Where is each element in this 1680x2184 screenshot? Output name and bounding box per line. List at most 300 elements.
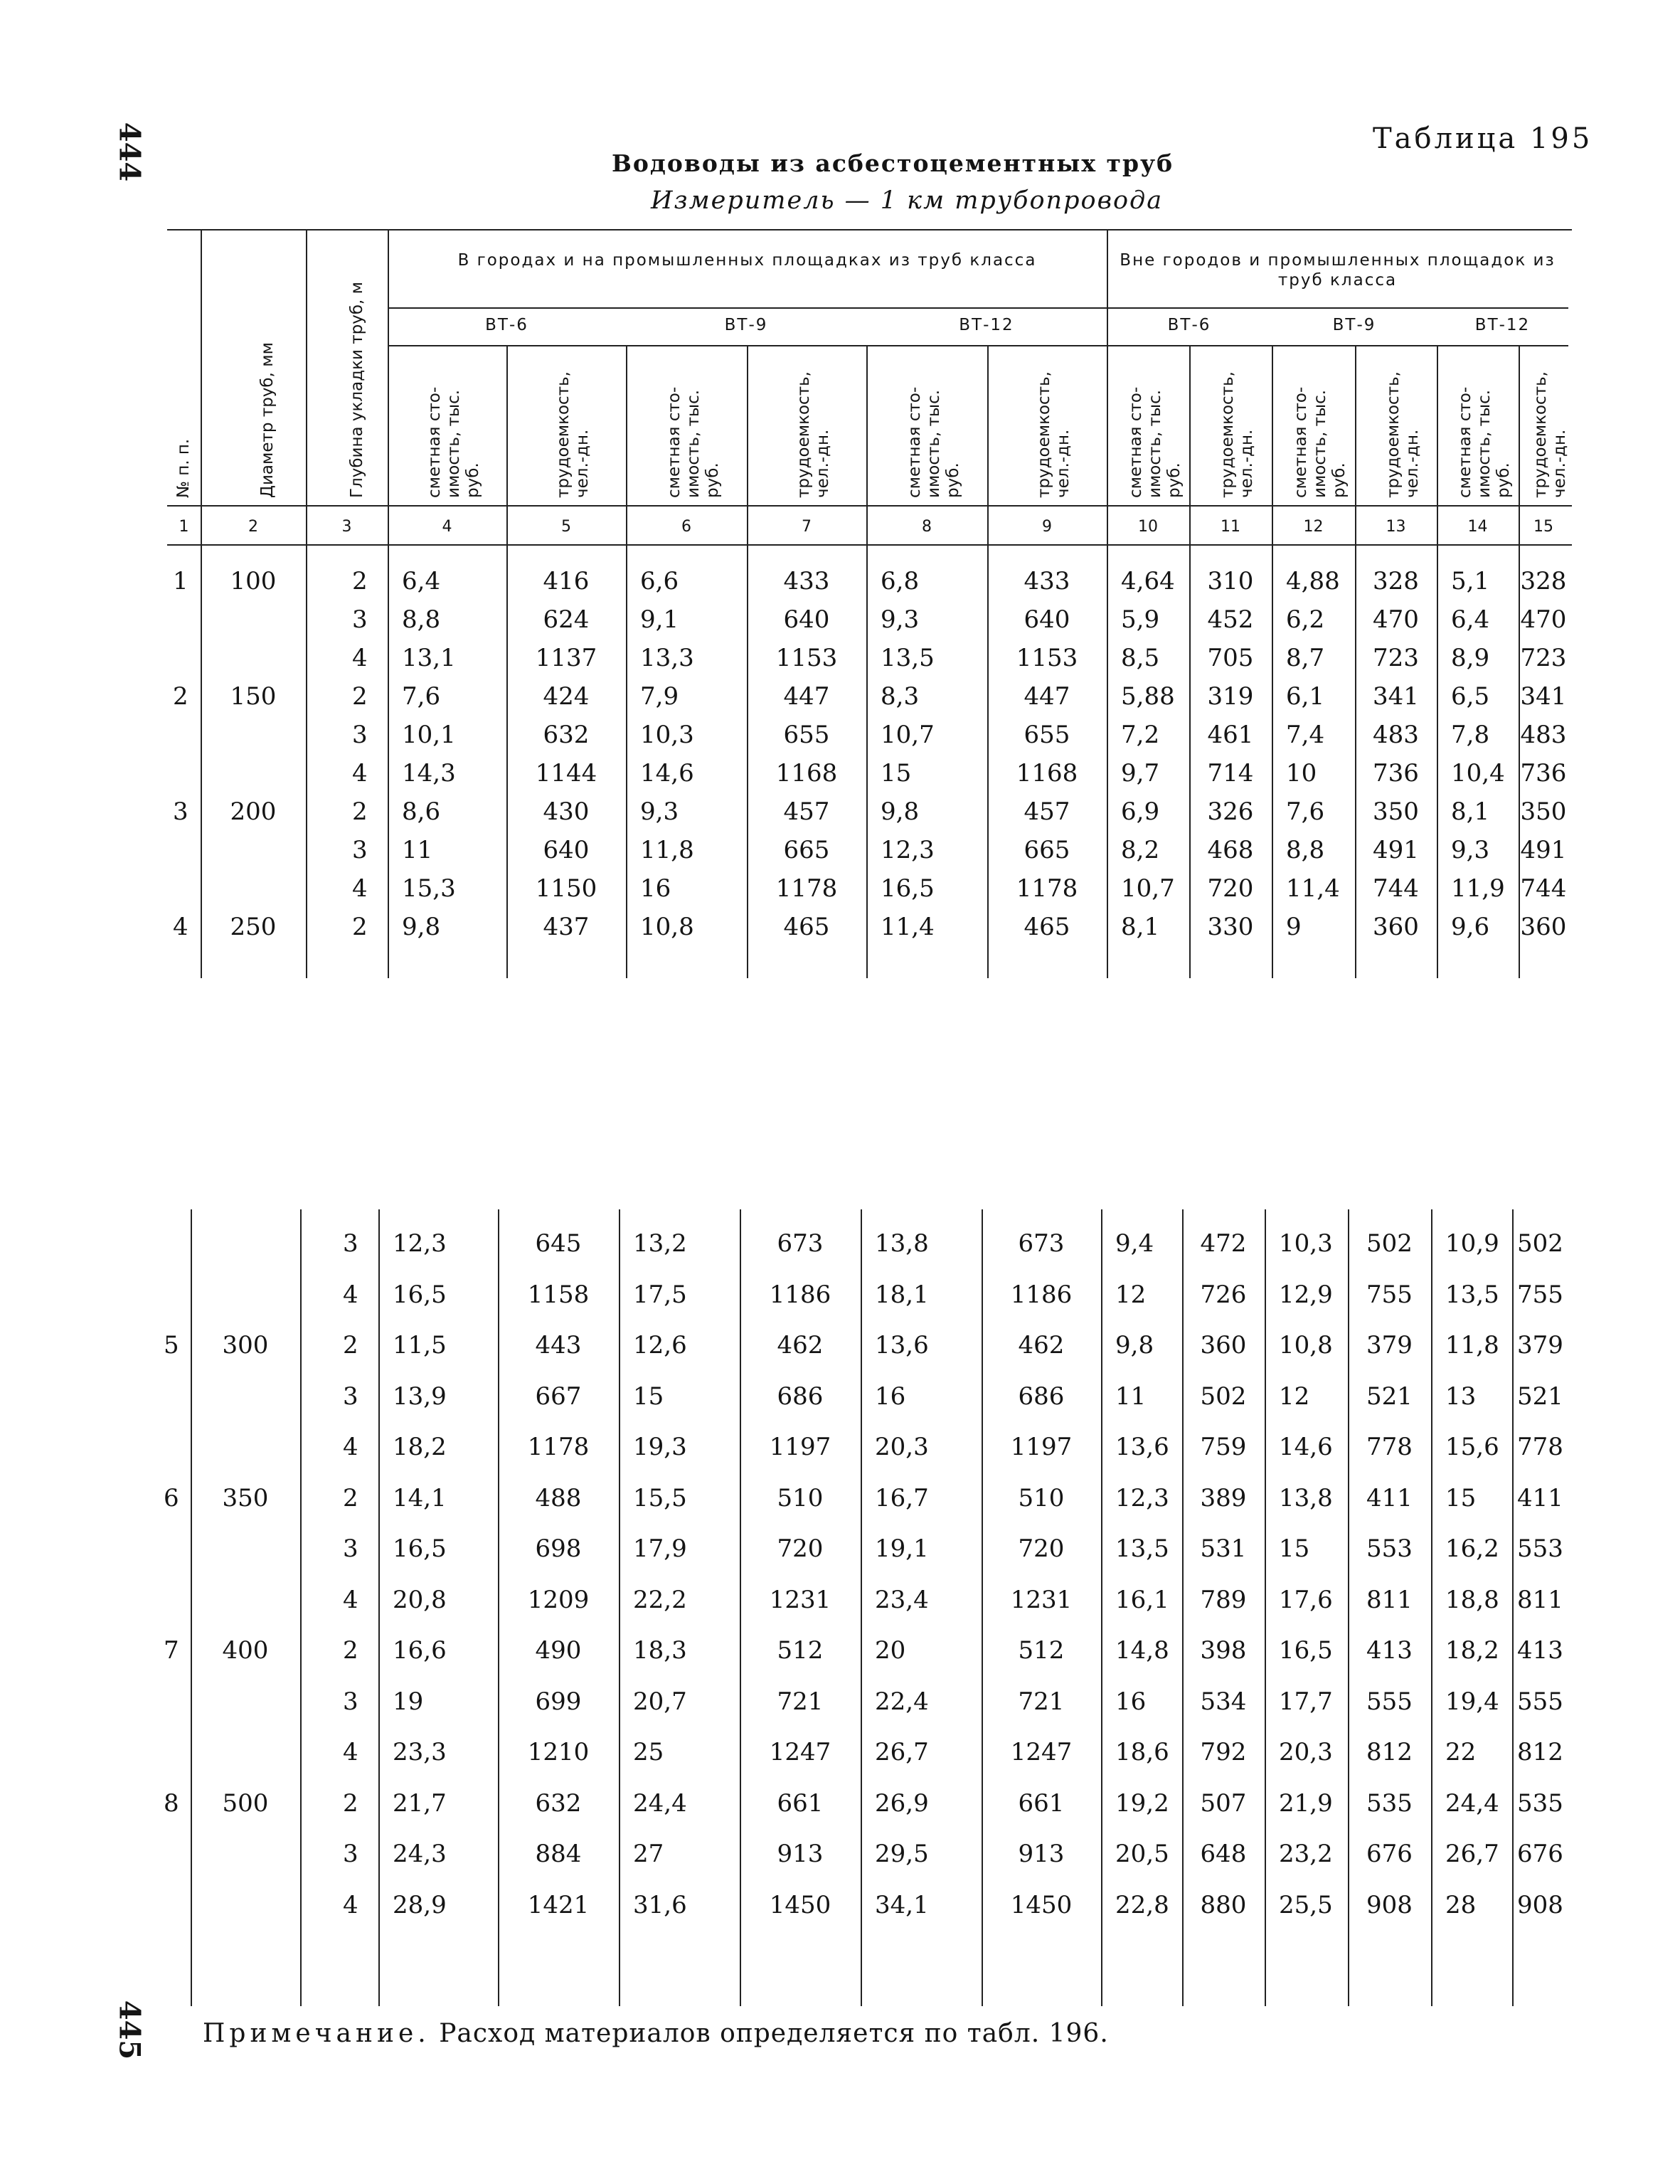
table-bottom-cell: 1178 [527, 1433, 590, 1461]
table-bottom-cell: 720 [777, 1534, 824, 1563]
table-top-cell: 720 [1207, 874, 1254, 903]
table-top-cell: 10 [1286, 759, 1317, 788]
table-bottom-cell: 12 [1279, 1382, 1310, 1411]
page-number-bottom: 445 [112, 2000, 147, 2060]
table-top-cell: 8,2 [1121, 836, 1160, 864]
table-bottom-cell: 507 [1200, 1788, 1247, 1818]
header-depth-text: Глубина укладки труб, м [348, 281, 366, 498]
table-bottom-cell: 811 [1366, 1585, 1413, 1614]
header-labor-text: трудоемкость, чел.-дн. [1035, 371, 1073, 498]
table-top-cell: 13,1 [402, 644, 456, 672]
table-bottom-cell: 510 [777, 1483, 824, 1512]
column-number: 1 [179, 518, 189, 536]
table-bottom-cell: 22,8 [1115, 1890, 1169, 1919]
table-top-cell: 10,4 [1451, 759, 1505, 788]
table-top-cell: 12,3 [881, 836, 935, 864]
table-bottom-cell: 686 [1018, 1382, 1065, 1411]
table-bottom-cell: 34,1 [875, 1890, 929, 1919]
table-top-cell: 5,88 [1121, 682, 1175, 711]
table-top-cell: 723 [1373, 644, 1419, 672]
table-bottom-cell: 17,6 [1279, 1585, 1333, 1614]
table-bottom-cell: 5 [164, 1331, 179, 1359]
table-top-cell: 1178 [775, 874, 838, 903]
table-top-cell: 655 [1024, 721, 1070, 749]
table-bottom-cell: 18,3 [633, 1636, 687, 1665]
header-rule [167, 505, 1572, 507]
header-cost [1451, 345, 1519, 505]
table-top-cell: 341 [1373, 682, 1419, 711]
table-bottom-cell: 13,9 [393, 1382, 447, 1411]
table-bottom-cell: 4 [343, 1280, 358, 1309]
table-bottom-cell: 23,4 [875, 1585, 929, 1614]
table-bottom-cell: 555 [1517, 1687, 1563, 1716]
table-bottom-cell: 26,7 [1445, 1840, 1499, 1868]
header-cost-text: сметная сто-имость, тыс. руб. [1292, 386, 1349, 498]
table-top-cell: 4,64 [1121, 567, 1175, 595]
header-cost-text: сметная сто-имость, тыс. руб. [664, 386, 722, 498]
column-number: 14 [1467, 518, 1488, 536]
table-top-cell: 11,4 [881, 913, 935, 941]
table-top-cell: 2 [173, 682, 188, 711]
table-top-cell: 7,6 [1286, 797, 1325, 826]
table-bottom-cell: 20 [875, 1636, 906, 1665]
table-bottom-cell: 20,3 [1279, 1738, 1333, 1766]
table-bottom-cell: 778 [1517, 1433, 1563, 1461]
column-divider-bottom [1101, 1209, 1102, 2006]
table-bottom-cell: 27 [633, 1840, 664, 1868]
column-divider [626, 345, 627, 978]
table-bottom-cell: 398 [1200, 1636, 1247, 1665]
table-bottom-cell: 4 [343, 1738, 358, 1766]
table-top-cell: 319 [1207, 682, 1254, 711]
table-top-cell: 483 [1520, 721, 1567, 749]
column-divider [306, 229, 307, 978]
class-header-вт-6: ВТ-6 [485, 316, 528, 334]
table-bottom-cell: 812 [1366, 1738, 1413, 1766]
table-bottom-cell: 3 [343, 1534, 358, 1563]
table-top-cell: 1153 [1016, 644, 1078, 672]
table-bottom-cell: 880 [1200, 1890, 1247, 1919]
table-bottom-cell: 9,4 [1115, 1229, 1154, 1258]
table-top-cell: 640 [1024, 605, 1070, 634]
table-bottom-cell: 16 [1115, 1687, 1147, 1716]
table-bottom-cell: 792 [1200, 1738, 1247, 1766]
table-bottom-cell: 18,2 [393, 1433, 447, 1461]
footnote-label: Примечание. [203, 2019, 430, 2048]
table-bottom-cell: 1421 [527, 1890, 590, 1919]
table-bottom-cell: 19 [393, 1687, 424, 1716]
table-top-cell: 723 [1520, 644, 1567, 672]
table-bottom-cell: 13,5 [1445, 1280, 1499, 1309]
table-bottom-cell: 15 [1445, 1483, 1477, 1512]
table-bottom-cell: 26,7 [875, 1738, 929, 1766]
table-bottom-cell: 1197 [1010, 1433, 1073, 1461]
table-bottom-cell: 1247 [769, 1738, 831, 1766]
column-number: 11 [1221, 518, 1240, 536]
table-bottom-cell: 14,8 [1115, 1636, 1169, 1665]
table-bottom-cell: 512 [777, 1636, 824, 1665]
table-bottom-cell: 26,9 [875, 1788, 929, 1818]
table-bottom-cell: 755 [1366, 1280, 1413, 1309]
table-bottom-cell: 472 [1200, 1229, 1247, 1258]
column-divider [1437, 345, 1438, 978]
footnote [203, 2019, 1109, 2048]
table-bottom-cell: 699 [535, 1687, 582, 1716]
table-subtitle: Измеритель — 1 км трубопровода [651, 186, 1164, 215]
table-bottom-cell: 1450 [1010, 1890, 1073, 1919]
class-header-вт-6: ВТ-6 [1167, 316, 1211, 334]
table-bottom-cell: 31,6 [633, 1890, 687, 1919]
table-top-cell: 330 [1207, 913, 1254, 941]
table-top-cell: 447 [1024, 682, 1070, 711]
table-top-cell: 655 [783, 721, 830, 749]
header-cost-text: сметная сто-имость, тыс. руб. [1126, 386, 1184, 498]
table-top-cell: 9,6 [1451, 913, 1490, 941]
table-bottom-cell: 721 [777, 1687, 824, 1716]
table-bottom-cell: 908 [1517, 1890, 1563, 1919]
header-labor-text: трудоемкость, чел.-дн. [1383, 371, 1422, 498]
table-top-cell: 11 [402, 836, 433, 864]
header-cost [402, 345, 506, 505]
table-top-cell: 6,4 [402, 567, 441, 595]
table-top-cell: 437 [543, 913, 590, 941]
table-top-cell: 4,88 [1286, 567, 1340, 595]
table-top-cell: 8,7 [1286, 644, 1325, 672]
table-bottom-cell: 553 [1366, 1534, 1413, 1563]
table-bottom-cell: 555 [1366, 1687, 1413, 1716]
table-top-cell: 13,3 [640, 644, 694, 672]
table-bottom-cell: 759 [1200, 1433, 1247, 1461]
table-top-cell: 2 [352, 567, 368, 595]
table-top-cell: 465 [783, 913, 830, 941]
table-bottom-cell: 413 [1366, 1636, 1413, 1665]
table-top-cell: 6,8 [881, 567, 920, 595]
table-bottom-cell: 502 [1517, 1229, 1563, 1258]
header-depth [327, 229, 388, 505]
table-top-cell: 7,6 [402, 682, 441, 711]
table-bottom-cell: 676 [1366, 1840, 1413, 1868]
table-bottom-cell: 673 [777, 1229, 824, 1258]
table-top-cell: 360 [1520, 913, 1567, 941]
table-top-cell: 11,4 [1286, 874, 1340, 903]
table-bottom-cell: 17,9 [633, 1534, 687, 1563]
table-top-cell: 8,1 [1451, 797, 1490, 826]
table-top-cell: 433 [1024, 567, 1070, 595]
column-number: 8 [922, 518, 932, 536]
table-bottom-cell: 1209 [527, 1585, 590, 1614]
table-top-cell: 665 [1024, 836, 1070, 864]
table-top-cell: 11,9 [1451, 874, 1505, 903]
table-bottom-cell: 755 [1517, 1280, 1563, 1309]
table-bottom-cell: 510 [1018, 1483, 1065, 1512]
table-bottom-cell: 502 [1200, 1382, 1247, 1411]
column-number-rule [167, 544, 1572, 546]
header-labor [761, 345, 866, 505]
table-top-cell: 10,7 [881, 721, 935, 749]
table-top-cell: 461 [1207, 721, 1254, 749]
table-top-cell: 6,1 [1286, 682, 1325, 711]
table-bottom-cell: 18,2 [1445, 1636, 1499, 1665]
table-bottom-cell: 9,8 [1115, 1331, 1154, 1359]
column-divider-bottom [191, 1209, 192, 2006]
table-bottom-cell: 1231 [769, 1585, 831, 1614]
column-number: 2 [248, 518, 258, 536]
table-top-cell: 5,9 [1121, 605, 1160, 634]
table-bottom-cell: 11 [1115, 1382, 1147, 1411]
table-top-cell: 744 [1373, 874, 1419, 903]
table-bottom-cell: 21,9 [1279, 1788, 1333, 1818]
table-bottom-cell: 500 [222, 1788, 269, 1818]
table-top-cell: 14,3 [402, 759, 456, 788]
table-bottom-cell: 15,5 [633, 1483, 687, 1512]
table-bottom-cell: 2 [343, 1483, 358, 1512]
table-top-cell: 10,8 [640, 913, 694, 941]
column-number: 6 [681, 518, 691, 536]
table-bottom-cell: 2 [343, 1636, 358, 1665]
table-bottom-cell: 1186 [1010, 1280, 1073, 1309]
table-top-cell: 1168 [775, 759, 838, 788]
table-top-cell: 433 [783, 567, 830, 595]
column-divider-bottom [619, 1209, 620, 2006]
group-header-outside: Вне городов и промышленных площадок из труб класса [1120, 251, 1556, 290]
table-top-cell: 430 [543, 797, 590, 826]
table-bottom-cell: 19,1 [875, 1534, 929, 1563]
table-bottom-cell: 16,1 [1115, 1585, 1169, 1614]
table-bottom-cell: 648 [1200, 1840, 1247, 1868]
table-bottom-cell: 11,8 [1445, 1331, 1499, 1359]
table-top-cell: 2 [352, 913, 368, 941]
table-bottom-cell: 661 [777, 1788, 824, 1818]
table-bottom-cell: 534 [1200, 1687, 1247, 1716]
table-top-cell: 100 [230, 567, 277, 595]
header-row-number-text: № п. п. [174, 438, 193, 498]
table-top-cell: 3 [352, 836, 368, 864]
column-divider [201, 229, 202, 978]
table-bottom-cell: 12,6 [633, 1331, 687, 1359]
header-labor [1001, 345, 1107, 505]
table-bottom-cell: 17,5 [633, 1280, 687, 1309]
table-top-cell: 350 [1520, 797, 1567, 826]
table-bottom-cell: 411 [1517, 1483, 1563, 1512]
table-bottom-cell: 20,5 [1115, 1840, 1169, 1868]
table-top-cell: 328 [1373, 567, 1419, 595]
table-bottom-cell: 673 [1018, 1229, 1065, 1258]
table-top-cell: 200 [230, 797, 277, 826]
table-bottom-cell: 12,3 [393, 1229, 447, 1258]
table-bottom-cell: 28,9 [393, 1890, 447, 1919]
page-number-top: 444 [112, 122, 147, 182]
table-top-cell: 310 [1207, 567, 1254, 595]
table-bottom-cell: 4 [343, 1890, 358, 1919]
header-labor [1533, 345, 1568, 505]
table-bottom-cell: 18,6 [1115, 1738, 1169, 1766]
table-bottom-cell: 10,3 [1279, 1229, 1333, 1258]
table-top-cell: 9 [1286, 913, 1302, 941]
table-bottom-cell: 521 [1517, 1382, 1563, 1411]
table-bottom-cell: 6 [164, 1483, 179, 1512]
table-top-cell: 5,1 [1451, 567, 1490, 595]
table-bottom-cell: 24,4 [1445, 1788, 1499, 1818]
table-bottom-cell: 1231 [1010, 1585, 1073, 1614]
table-top-cell: 1168 [1016, 759, 1078, 788]
table-top-cell: 705 [1207, 644, 1254, 672]
header-labor [521, 345, 626, 505]
table-bottom-cell: 1197 [769, 1433, 831, 1461]
table-top-cell: 360 [1373, 913, 1419, 941]
table-top-cell: 341 [1520, 682, 1567, 711]
table-bottom-cell: 462 [777, 1331, 824, 1359]
group-rule-city [388, 307, 1107, 309]
table-bottom-cell: 24,4 [633, 1788, 687, 1818]
table-bottom-cell: 16,7 [875, 1483, 929, 1512]
table-top-cell: 6,4 [1451, 605, 1490, 634]
table-bottom-cell: 18,8 [1445, 1585, 1499, 1614]
table-bottom-cell: 22,2 [633, 1585, 687, 1614]
table-top-cell: 2 [352, 682, 368, 711]
table-top-cell: 424 [543, 682, 590, 711]
column-divider [1272, 345, 1273, 978]
table-top-cell: 736 [1520, 759, 1567, 788]
table-bottom-cell: 908 [1366, 1890, 1413, 1919]
table-bottom-cell: 413 [1517, 1636, 1563, 1665]
table-top-cell: 665 [783, 836, 830, 864]
table-top-cell: 452 [1207, 605, 1254, 634]
header-labor-text: трудоемкость, чел.-дн. [1531, 371, 1569, 498]
column-number: 7 [802, 518, 812, 536]
table-top-cell: 1144 [535, 759, 597, 788]
table-bottom-cell: 21,7 [393, 1788, 447, 1818]
table-top-cell: 16,5 [881, 874, 935, 903]
table-bottom-cell: 23,2 [1279, 1840, 1333, 1868]
table-top-cell: 16 [640, 874, 671, 903]
table-top-cell: 8,3 [881, 682, 920, 711]
table-top-cell: 4 [352, 644, 368, 672]
table-bottom-cell: 23,3 [393, 1738, 447, 1766]
table-bottom-cell: 812 [1517, 1738, 1563, 1766]
table-bottom-cell: 16,5 [1279, 1636, 1333, 1665]
table-top-cell: 8,6 [402, 797, 441, 826]
header-cost-text: сметная сто-имость, тыс. руб. [425, 386, 482, 498]
table-bottom-cell: 12,9 [1279, 1280, 1333, 1309]
column-number: 9 [1042, 518, 1052, 536]
table-top-cell: 457 [1024, 797, 1070, 826]
table-bottom-cell: 20,8 [393, 1585, 447, 1614]
table-bottom-cell: 28 [1445, 1890, 1477, 1919]
table-bottom-cell: 2 [343, 1788, 358, 1818]
column-divider-bottom [378, 1209, 380, 2006]
table-bottom-cell: 531 [1200, 1534, 1247, 1563]
table-bottom-cell: 15,6 [1445, 1433, 1499, 1461]
table-bottom-cell: 17,7 [1279, 1687, 1333, 1716]
table-top-cell: 1153 [775, 644, 838, 672]
table-bottom-cell: 726 [1200, 1280, 1247, 1309]
table-top-cell: 1137 [535, 644, 597, 672]
table-bottom-cell: 389 [1200, 1483, 1247, 1512]
table-bottom-cell: 645 [535, 1229, 582, 1258]
table-bottom-cell: 502 [1366, 1229, 1413, 1258]
table-top-cell: 736 [1373, 759, 1419, 788]
table-bottom-cell: 13,8 [875, 1229, 929, 1258]
table-top-cell: 624 [543, 605, 590, 634]
table-top-cell: 8,8 [402, 605, 441, 634]
table-bottom-cell: 10,8 [1279, 1331, 1333, 1359]
table-bottom-cell: 14,6 [1279, 1433, 1333, 1461]
table-top-cell: 8,1 [1121, 913, 1160, 941]
table-top-cell: 9,7 [1121, 759, 1160, 788]
table-bottom-cell: 16,6 [393, 1636, 447, 1665]
table-bottom-cell: 350 [222, 1483, 269, 1512]
table-top-cell: 6,2 [1286, 605, 1325, 634]
table-bottom-cell: 443 [535, 1331, 582, 1359]
table-bottom-cell: 13,5 [1115, 1534, 1169, 1563]
header-cost [881, 345, 987, 505]
table-top-cell: 150 [230, 682, 277, 711]
header-labor [1369, 345, 1437, 505]
table-bottom-cell: 632 [535, 1788, 582, 1818]
table-top-cell: 15 [881, 759, 912, 788]
table-top-cell: 1178 [1016, 874, 1078, 903]
header-labor [1203, 345, 1272, 505]
table-bottom-cell: 698 [535, 1534, 582, 1563]
table-top-cell: 11,8 [640, 836, 694, 864]
table-bottom-cell: 3 [343, 1382, 358, 1411]
column-divider-bottom [861, 1209, 862, 2006]
column-number: 5 [561, 518, 571, 536]
table-bottom-cell: 300 [222, 1331, 269, 1359]
column-divider [388, 229, 389, 978]
table-bottom-cell: 661 [1018, 1788, 1065, 1818]
table-bottom-cell: 13,2 [633, 1229, 687, 1258]
table-bottom-cell: 12 [1115, 1280, 1147, 1309]
table-top-cell: 7,2 [1121, 721, 1160, 749]
table-top-cell: 8,5 [1121, 644, 1160, 672]
table-title: Водоводы из асбестоцементных труб [612, 149, 1174, 177]
header-diameter [229, 229, 306, 505]
table-bottom-cell: 4 [343, 1433, 358, 1461]
table-top-cell: 744 [1520, 874, 1567, 903]
table-bottom-cell: 18,1 [875, 1280, 929, 1309]
table-top-cell: 9,8 [402, 913, 441, 941]
table-bottom-cell: 19,3 [633, 1433, 687, 1461]
header-cost [1286, 345, 1355, 505]
table-bottom-cell: 1158 [527, 1280, 590, 1309]
table-bottom-cell: 4 [343, 1585, 358, 1614]
table-top-cell: 15,3 [402, 874, 456, 903]
table-top-cell: 416 [543, 567, 590, 595]
table-top-cell: 483 [1373, 721, 1419, 749]
table-bottom-cell: 1450 [769, 1890, 831, 1919]
table-bottom-cell: 15 [633, 1382, 664, 1411]
table-bottom-cell: 22 [1445, 1738, 1477, 1766]
header-labor-text: трудоемкость, чел.-дн. [794, 371, 832, 498]
table-bottom-cell: 13,6 [1115, 1433, 1169, 1461]
table-bottom-cell: 490 [535, 1636, 582, 1665]
table-bottom-cell: 13 [1445, 1382, 1477, 1411]
table-top-cell: 9,8 [881, 797, 920, 826]
table-bottom-cell: 913 [1018, 1840, 1065, 1868]
table-bottom-cell: 14,1 [393, 1483, 447, 1512]
column-number: 15 [1533, 518, 1553, 536]
table-top-cell: 328 [1520, 567, 1567, 595]
table-bottom-cell: 1186 [769, 1280, 831, 1309]
table-bottom-cell: 3 [343, 1840, 358, 1868]
table-bottom-cell: 535 [1517, 1788, 1563, 1818]
table-top-cell: 491 [1520, 836, 1567, 864]
table-bottom-cell: 553 [1517, 1534, 1563, 1563]
table-bottom-cell: 400 [222, 1636, 269, 1665]
table-bottom-cell: 3 [343, 1229, 358, 1258]
table-top-cell: 470 [1373, 605, 1419, 634]
